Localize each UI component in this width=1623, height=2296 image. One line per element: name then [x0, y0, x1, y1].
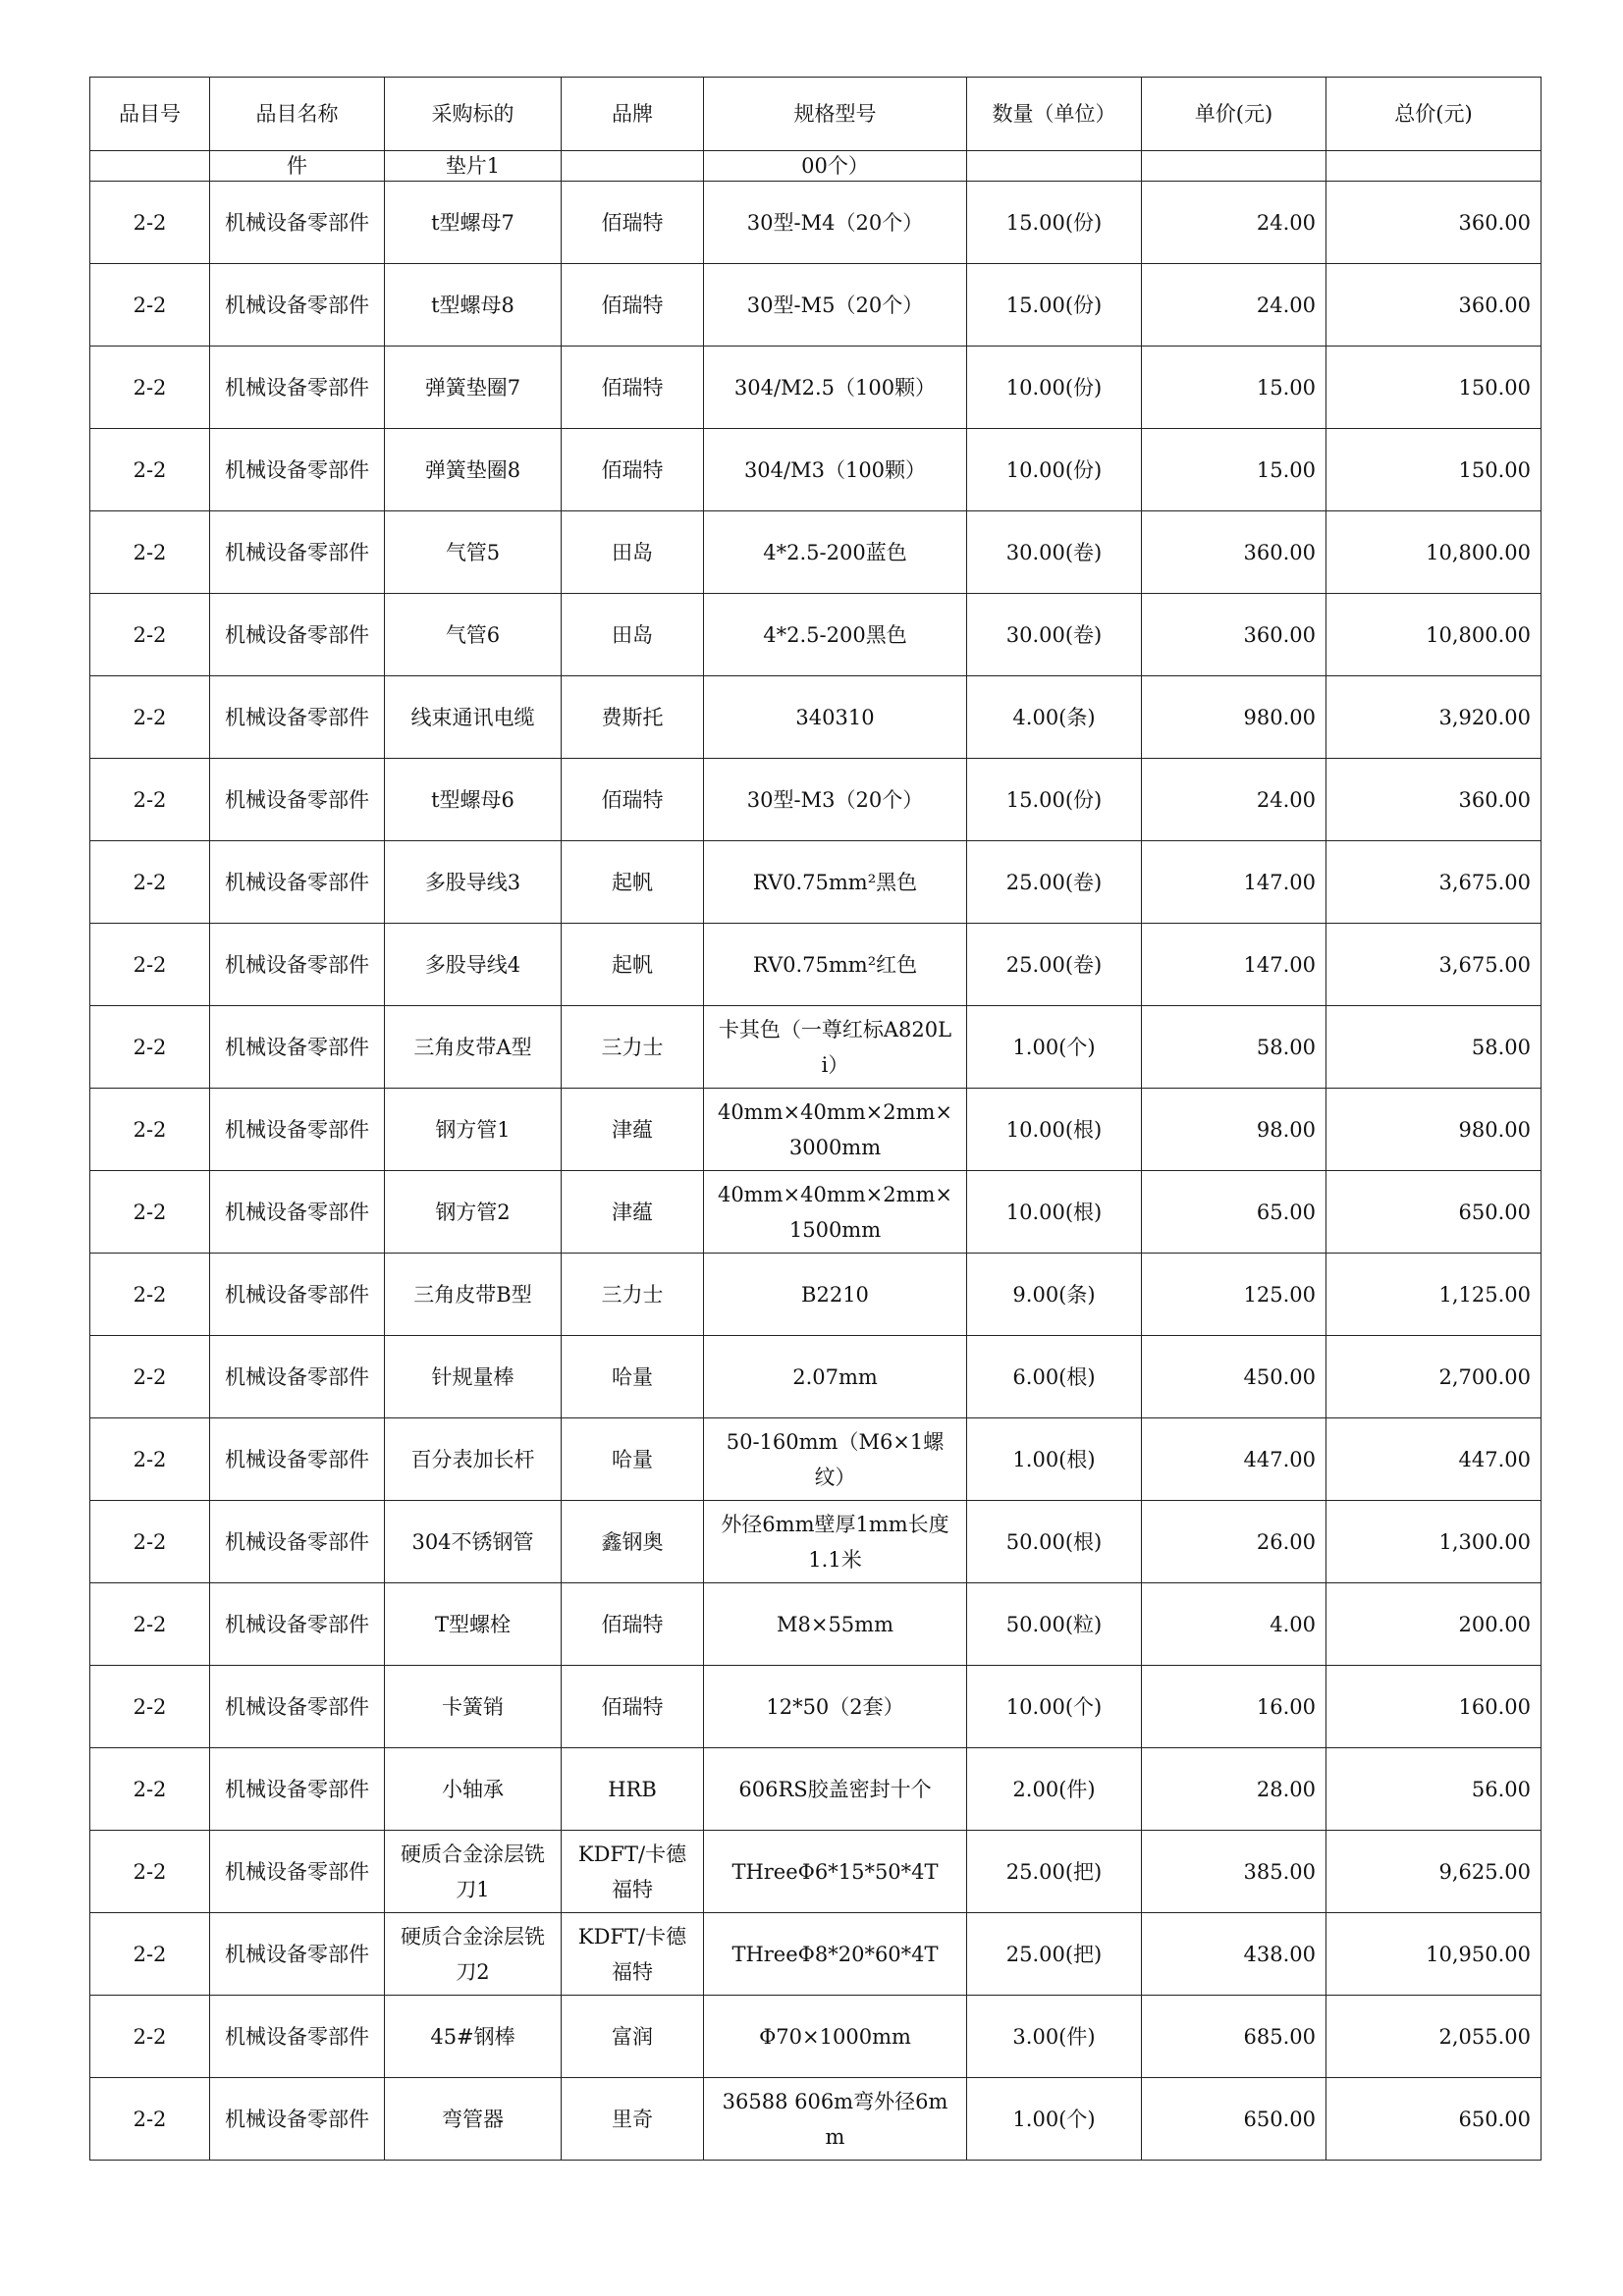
cell-quantity: 10.00(个) [967, 1666, 1142, 1748]
cell-total-price: 10,950.00 [1326, 1913, 1542, 1996]
cell-brand: 佰瑞特 [562, 759, 704, 841]
cell-total-price: 360.00 [1326, 182, 1542, 264]
cell-spec-model: 卡其色（一尊红标A820Li） [704, 1006, 967, 1089]
cell-total-price: 1,300.00 [1326, 1501, 1542, 1583]
cell-quantity: 15.00(份) [967, 264, 1142, 347]
cell-unit-price: 447.00 [1142, 1418, 1326, 1501]
cell-brand: 佰瑞特 [562, 264, 704, 347]
cell-brand: 津蕴 [562, 1089, 704, 1171]
cell-item-name: 机械设备零部件 [210, 676, 385, 759]
table-row [90, 1666, 1542, 1748]
cell-item-no: 2-2 [90, 1501, 210, 1583]
cell-item-name: 机械设备零部件 [210, 1996, 385, 2078]
continuation-row [90, 151, 1542, 182]
header-item-no: 品目号 [90, 78, 210, 151]
cell-item-name: 机械设备零部件 [210, 1418, 385, 1501]
cell-quantity: 25.00(把) [967, 1913, 1142, 1996]
cell-procurement-target: 小轴承 [385, 1748, 562, 1831]
cell-unit-price: 98.00 [1142, 1089, 1326, 1171]
cell-procurement-target: 304不锈钢管 [385, 1501, 562, 1583]
cell-item-name: 机械设备零部件 [210, 759, 385, 841]
cell-total-price: 56.00 [1326, 1748, 1542, 1831]
cell-spec-model: 4*2.5-200黑色 [704, 594, 967, 676]
cell-procurement-target: 垫片1 [385, 151, 562, 182]
table-row [90, 1501, 1542, 1583]
cell-quantity: 30.00(卷) [967, 594, 1142, 676]
header-brand: 品牌 [562, 78, 704, 151]
cell-item-no: 2-2 [90, 1418, 210, 1501]
cell-total-price: 150.00 [1326, 347, 1542, 429]
table-row [90, 511, 1542, 594]
table-row [90, 182, 1542, 264]
cell-quantity [967, 151, 1142, 182]
cell-total-price: 650.00 [1326, 2078, 1542, 2161]
cell-procurement-target: t型螺母8 [385, 264, 562, 347]
cell-spec-model: 30型-M5（20个） [704, 264, 967, 347]
cell-brand: 佰瑞特 [562, 182, 704, 264]
cell-procurement-target: 弯管器 [385, 2078, 562, 2161]
cell-unit-price: 15.00 [1142, 429, 1326, 511]
table-row [90, 264, 1542, 347]
cell-procurement-target: 钢方管1 [385, 1089, 562, 1171]
cell-brand: 哈量 [562, 1418, 704, 1501]
cell-total-price: 2,700.00 [1326, 1336, 1542, 1418]
cell-quantity: 50.00(粒) [967, 1583, 1142, 1666]
cell-unit-price: 360.00 [1142, 511, 1326, 594]
cell-item-no: 2-2 [90, 1254, 210, 1336]
cell-procurement-target: t型螺母7 [385, 182, 562, 264]
cell-unit-price: 360.00 [1142, 594, 1326, 676]
cell-total-price: 160.00 [1326, 1666, 1542, 1748]
cell-brand: 哈量 [562, 1336, 704, 1418]
table-row [90, 1583, 1542, 1666]
table-row [90, 1418, 1542, 1501]
cell-brand [562, 151, 704, 182]
header-spec-model: 规格型号 [704, 78, 967, 151]
cell-procurement-target: 硬质合金涂层铣刀2 [385, 1913, 562, 1996]
cell-spec-model: 50-160mm（M6×1螺纹） [704, 1418, 967, 1501]
cell-quantity: 6.00(根) [967, 1336, 1142, 1418]
cell-item-no: 2-2 [90, 676, 210, 759]
table-row [90, 429, 1542, 511]
cell-spec-model: RV0.75mm²红色 [704, 924, 967, 1006]
cell-item-no: 2-2 [90, 759, 210, 841]
cell-item-no: 2-2 [90, 1583, 210, 1666]
cell-item-name: 机械设备零部件 [210, 1501, 385, 1583]
cell-unit-price: 65.00 [1142, 1171, 1326, 1254]
cell-item-name: 机械设备零部件 [210, 1748, 385, 1831]
cell-procurement-target: 硬质合金涂层铣刀1 [385, 1831, 562, 1913]
cell-item-no: 2-2 [90, 1913, 210, 1996]
cell-brand: 佰瑞特 [562, 1583, 704, 1666]
cell-brand: 津蕴 [562, 1171, 704, 1254]
cell-item-no: 2-2 [90, 1171, 210, 1254]
cell-total-price: 980.00 [1326, 1089, 1542, 1171]
table-row [90, 676, 1542, 759]
cell-brand: 佰瑞特 [562, 429, 704, 511]
header-total-price: 总价(元) [1326, 78, 1542, 151]
cell-spec-model: B2210 [704, 1254, 967, 1336]
table-row [90, 1748, 1542, 1831]
cell-spec-model: 304/M2.5（100颗） [704, 347, 967, 429]
cell-unit-price: 4.00 [1142, 1583, 1326, 1666]
cell-quantity: 50.00(根) [967, 1501, 1142, 1583]
cell-unit-price: 147.00 [1142, 841, 1326, 924]
cell-brand: 起帆 [562, 924, 704, 1006]
procurement-table [89, 77, 1542, 2161]
cell-spec-model: 40mm×40mm×2mm×3000mm [704, 1089, 967, 1171]
cell-quantity: 1.00(根) [967, 1418, 1142, 1501]
cell-item-name: 机械设备零部件 [210, 1254, 385, 1336]
table-row [90, 1006, 1542, 1089]
cell-unit-price: 385.00 [1142, 1831, 1326, 1913]
cell-brand: 三力士 [562, 1006, 704, 1089]
cell-unit-price: 685.00 [1142, 1996, 1326, 2078]
cell-spec-model: 304/M3（100颗） [704, 429, 967, 511]
cell-total-price: 2,055.00 [1326, 1996, 1542, 2078]
cell-spec-model: M8×55mm [704, 1583, 967, 1666]
cell-item-no: 2-2 [90, 1996, 210, 2078]
cell-quantity: 4.00(条) [967, 676, 1142, 759]
cell-item-name: 机械设备零部件 [210, 429, 385, 511]
cell-total-price: 360.00 [1326, 264, 1542, 347]
table-row [90, 759, 1542, 841]
cell-procurement-target: 钢方管2 [385, 1171, 562, 1254]
table-row [90, 1171, 1542, 1254]
cell-item-name: 机械设备零部件 [210, 264, 385, 347]
header-unit-price: 单价(元) [1142, 78, 1326, 151]
cell-procurement-target: 多股导线3 [385, 841, 562, 924]
cell-item-name: 机械设备零部件 [210, 1913, 385, 1996]
cell-quantity: 1.00(个) [967, 2078, 1142, 2161]
cell-brand: 佰瑞特 [562, 1666, 704, 1748]
cell-unit-price: 24.00 [1142, 182, 1326, 264]
cell-total-price [1326, 151, 1542, 182]
table-row [90, 1913, 1542, 1996]
cell-item-no: 2-2 [90, 347, 210, 429]
cell-quantity: 10.00(份) [967, 429, 1142, 511]
cell-total-price: 10,800.00 [1326, 511, 1542, 594]
cell-procurement-target: t型螺母6 [385, 759, 562, 841]
cell-total-price: 447.00 [1326, 1418, 1542, 1501]
cell-item-no: 2-2 [90, 1089, 210, 1171]
cell-procurement-target: 气管6 [385, 594, 562, 676]
table-row [90, 1254, 1542, 1336]
header-procurement-target: 采购标的 [385, 78, 562, 151]
cell-brand: KDFT/卡德福特 [562, 1831, 704, 1913]
cell-item-no: 2-2 [90, 1831, 210, 1913]
cell-spec-model: 2.07mm [704, 1336, 967, 1418]
table-row [90, 1089, 1542, 1171]
cell-unit-price: 58.00 [1142, 1006, 1326, 1089]
cell-unit-price: 24.00 [1142, 264, 1326, 347]
table-row [90, 594, 1542, 676]
cell-item-no [90, 151, 210, 182]
cell-procurement-target: T型螺栓 [385, 1583, 562, 1666]
cell-total-price: 3,920.00 [1326, 676, 1542, 759]
table-row [90, 347, 1542, 429]
cell-spec-model: Φ70×1000mm [704, 1996, 967, 2078]
cell-quantity: 30.00(卷) [967, 511, 1142, 594]
cell-total-price: 360.00 [1326, 759, 1542, 841]
cell-spec-model: 606RS胶盖密封十个 [704, 1748, 967, 1831]
cell-item-name: 机械设备零部件 [210, 182, 385, 264]
cell-quantity: 10.00(根) [967, 1089, 1142, 1171]
cell-item-no: 2-2 [90, 511, 210, 594]
cell-total-price: 150.00 [1326, 429, 1542, 511]
cell-item-no: 2-2 [90, 924, 210, 1006]
cell-quantity: 15.00(份) [967, 759, 1142, 841]
cell-procurement-target: 45#钢棒 [385, 1996, 562, 2078]
cell-unit-price: 147.00 [1142, 924, 1326, 1006]
cell-procurement-target: 三角皮带A型 [385, 1006, 562, 1089]
cell-item-name: 机械设备零部件 [210, 1089, 385, 1171]
cell-unit-price: 28.00 [1142, 1748, 1326, 1831]
cell-spec-model: 36588 606m弯外径6mm [704, 2078, 967, 2161]
cell-item-name: 机械设备零部件 [210, 1336, 385, 1418]
table-row [90, 924, 1542, 1006]
cell-spec-model: 30型-M3（20个） [704, 759, 967, 841]
cell-procurement-target: 线束通讯电缆 [385, 676, 562, 759]
cell-quantity: 1.00(个) [967, 1006, 1142, 1089]
cell-unit-price: 26.00 [1142, 1501, 1326, 1583]
cell-item-no: 2-2 [90, 1006, 210, 1089]
cell-brand: KDFT/卡德福特 [562, 1913, 704, 1996]
cell-item-name: 机械设备零部件 [210, 2078, 385, 2161]
cell-procurement-target: 弹簧垫圈8 [385, 429, 562, 511]
table-header-row [90, 78, 1542, 151]
cell-unit-price: 125.00 [1142, 1254, 1326, 1336]
table-row [90, 1336, 1542, 1418]
cell-brand: 佰瑞特 [562, 347, 704, 429]
cell-brand: 三力士 [562, 1254, 704, 1336]
cell-unit-price: 16.00 [1142, 1666, 1326, 1748]
table-row [90, 841, 1542, 924]
cell-spec-model: 40mm×40mm×2mm×1500mm [704, 1171, 967, 1254]
cell-unit-price: 450.00 [1142, 1336, 1326, 1418]
cell-total-price: 1,125.00 [1326, 1254, 1542, 1336]
cell-item-no: 2-2 [90, 594, 210, 676]
cell-item-name: 机械设备零部件 [210, 1583, 385, 1666]
cell-procurement-target: 百分表加长杆 [385, 1418, 562, 1501]
cell-item-name: 机械设备零部件 [210, 924, 385, 1006]
cell-item-name: 机械设备零部件 [210, 1006, 385, 1089]
cell-item-no: 2-2 [90, 182, 210, 264]
cell-quantity: 25.00(卷) [967, 841, 1142, 924]
cell-total-price: 200.00 [1326, 1583, 1542, 1666]
cell-item-no: 2-2 [90, 1336, 210, 1418]
cell-item-name: 机械设备零部件 [210, 1831, 385, 1913]
cell-item-no: 2-2 [90, 1666, 210, 1748]
table-row [90, 1996, 1542, 2078]
cell-item-no: 2-2 [90, 264, 210, 347]
cell-item-name: 机械设备零部件 [210, 1171, 385, 1254]
cell-procurement-target: 弹簧垫圈7 [385, 347, 562, 429]
cell-total-price: 3,675.00 [1326, 841, 1542, 924]
cell-item-name: 件 [210, 151, 385, 182]
table-row [90, 2078, 1542, 2161]
cell-quantity: 25.00(卷) [967, 924, 1142, 1006]
cell-procurement-target: 针规量棒 [385, 1336, 562, 1418]
cell-spec-model: RV0.75mm²黑色 [704, 841, 967, 924]
cell-quantity: 25.00(把) [967, 1831, 1142, 1913]
cell-item-no: 2-2 [90, 429, 210, 511]
cell-item-no: 2-2 [90, 1748, 210, 1831]
cell-spec-model: 30型-M4（20个） [704, 182, 967, 264]
cell-unit-price: 15.00 [1142, 347, 1326, 429]
table-row [90, 1831, 1542, 1913]
cell-spec-model: THreeΦ8*20*60*4T [704, 1913, 967, 1996]
cell-item-name: 机械设备零部件 [210, 1666, 385, 1748]
cell-item-name: 机械设备零部件 [210, 841, 385, 924]
cell-total-price: 650.00 [1326, 1171, 1542, 1254]
cell-unit-price: 24.00 [1142, 759, 1326, 841]
cell-spec-model: 外径6mm壁厚1mm长度1.1米 [704, 1501, 967, 1583]
cell-brand: 鑫钢奥 [562, 1501, 704, 1583]
cell-procurement-target: 气管5 [385, 511, 562, 594]
cell-total-price: 3,675.00 [1326, 924, 1542, 1006]
cell-quantity: 3.00(件) [967, 1996, 1142, 2078]
cell-item-name: 机械设备零部件 [210, 347, 385, 429]
cell-brand: 田岛 [562, 511, 704, 594]
cell-unit-price: 650.00 [1142, 2078, 1326, 2161]
cell-item-name: 机械设备零部件 [210, 594, 385, 676]
cell-total-price: 58.00 [1326, 1006, 1542, 1089]
cell-brand: HRB [562, 1748, 704, 1831]
cell-brand: 里奇 [562, 2078, 704, 2161]
cell-spec-model: 12*50（2套） [704, 1666, 967, 1748]
cell-spec-model: 4*2.5-200蓝色 [704, 511, 967, 594]
cell-procurement-target: 多股导线4 [385, 924, 562, 1006]
cell-brand: 田岛 [562, 594, 704, 676]
cell-quantity: 15.00(份) [967, 182, 1142, 264]
cell-procurement-target: 三角皮带B型 [385, 1254, 562, 1336]
cell-quantity: 9.00(条) [967, 1254, 1142, 1336]
cell-unit-price: 438.00 [1142, 1913, 1326, 1996]
cell-total-price: 9,625.00 [1326, 1831, 1542, 1913]
cell-quantity: 10.00(份) [967, 347, 1142, 429]
cell-brand: 富润 [562, 1996, 704, 2078]
cell-brand: 起帆 [562, 841, 704, 924]
cell-quantity: 10.00(根) [967, 1171, 1142, 1254]
cell-unit-price: 980.00 [1142, 676, 1326, 759]
cell-total-price: 10,800.00 [1326, 594, 1542, 676]
cell-unit-price [1142, 151, 1326, 182]
cell-item-no: 2-2 [90, 841, 210, 924]
cell-spec-model: 340310 [704, 676, 967, 759]
cell-quantity: 2.00(件) [967, 1748, 1142, 1831]
cell-procurement-target: 卡簧销 [385, 1666, 562, 1748]
cell-item-no: 2-2 [90, 2078, 210, 2161]
header-item-name: 品目名称 [210, 78, 385, 151]
cell-item-name: 机械设备零部件 [210, 511, 385, 594]
header-quantity: 数量（单位） [967, 78, 1142, 151]
cell-spec-model: 00个） [704, 151, 967, 182]
cell-brand: 费斯托 [562, 676, 704, 759]
cell-spec-model: THreeΦ6*15*50*4T [704, 1831, 967, 1913]
